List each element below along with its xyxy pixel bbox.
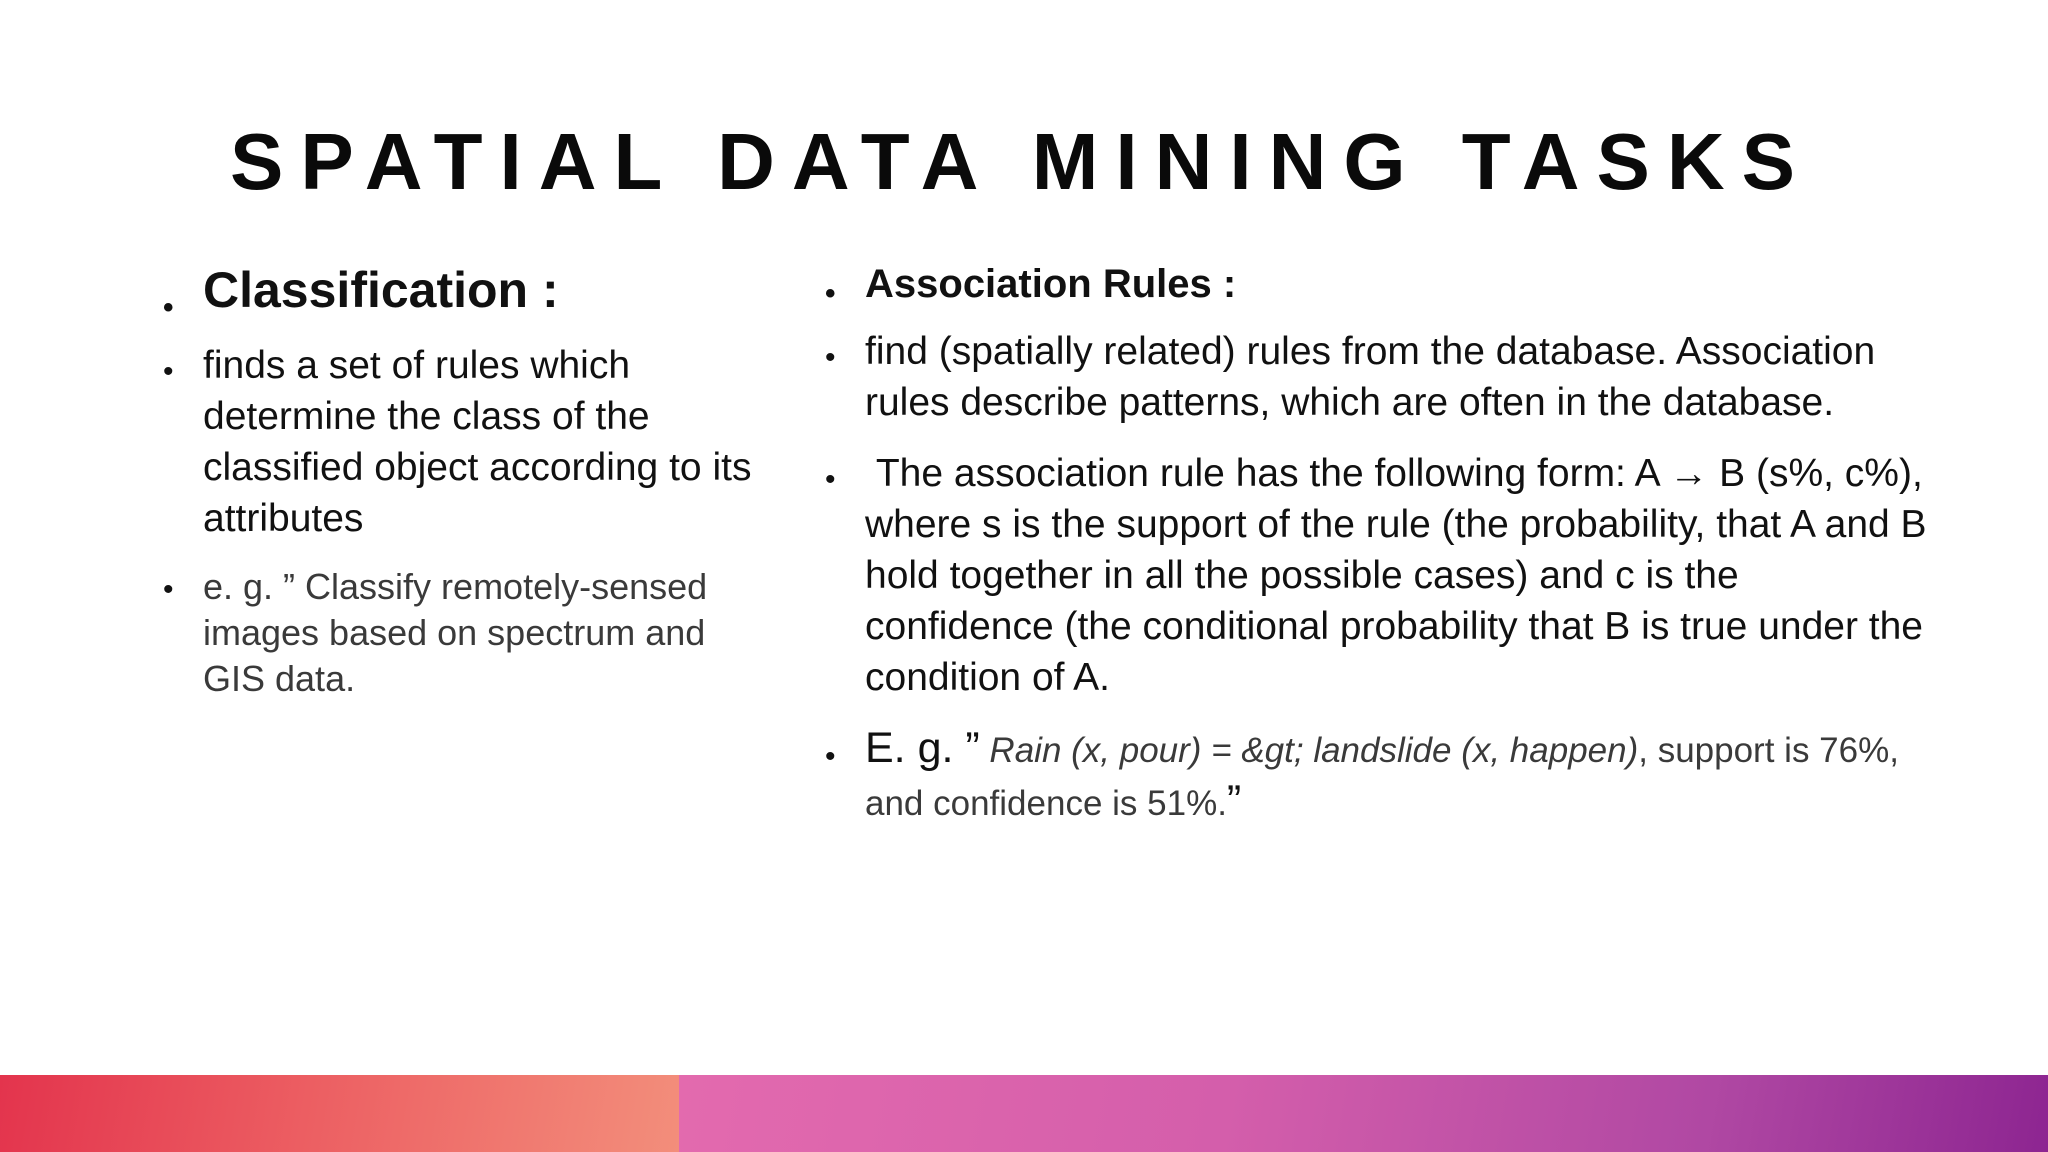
footer-band-left: [0, 1075, 679, 1152]
footer-band-right: [679, 1075, 2048, 1152]
classification-heading-item: [163, 258, 763, 322]
bullet-icon: •: [825, 463, 836, 496]
slide-title: SPATIAL DATA MINING TASKS: [230, 117, 1812, 206]
association-example-formula: Rain (x, pour) = &gt; landslide (x, happen): [979, 731, 1639, 770]
association-example-stats: , support is 76%, and confidence is 51%.: [865, 731, 1899, 823]
bullet-icon: •: [825, 277, 836, 310]
bullet-icon: •: [163, 291, 174, 324]
bullet-icon: •: [825, 341, 836, 374]
association-heading: Association Rules :: [865, 262, 1237, 306]
classification-description-item: [163, 340, 763, 544]
association-example-close-quote: ”: [1226, 777, 1242, 825]
left-column: [163, 258, 763, 702]
association-example-item: [825, 723, 1935, 829]
association-description: find (spatially related) rules from the database. Association rules describe patterns, which are often in the database.: [865, 330, 1876, 424]
association-rule-form-item: [825, 448, 1938, 703]
classification-heading: Classification :: [203, 262, 559, 318]
classification-description: finds a set of rules which determine the class of the classified object according to its attributes: [203, 344, 752, 540]
association-example-prefix: E. g. ”: [865, 724, 980, 772]
association-description-item: [825, 326, 1935, 428]
right-column: [825, 256, 1938, 829]
association-rule-form: The association rule has the following form: A → B (s%, c%), where s is the support of the rule (the probability, that A and B hold together in all the possible cases) and c is the confidence (the conditional probability that B is true under the condition of A.: [865, 452, 1938, 699]
bullet-icon: •: [163, 355, 174, 388]
classification-example-item: [163, 564, 763, 702]
association-heading-item: [825, 256, 1935, 312]
classification-example: e. g. ” Classify remotely-sensed images based on spectrum and GIS data.: [203, 566, 708, 699]
bullet-icon: •: [825, 740, 836, 773]
bullet-icon: •: [163, 573, 174, 606]
